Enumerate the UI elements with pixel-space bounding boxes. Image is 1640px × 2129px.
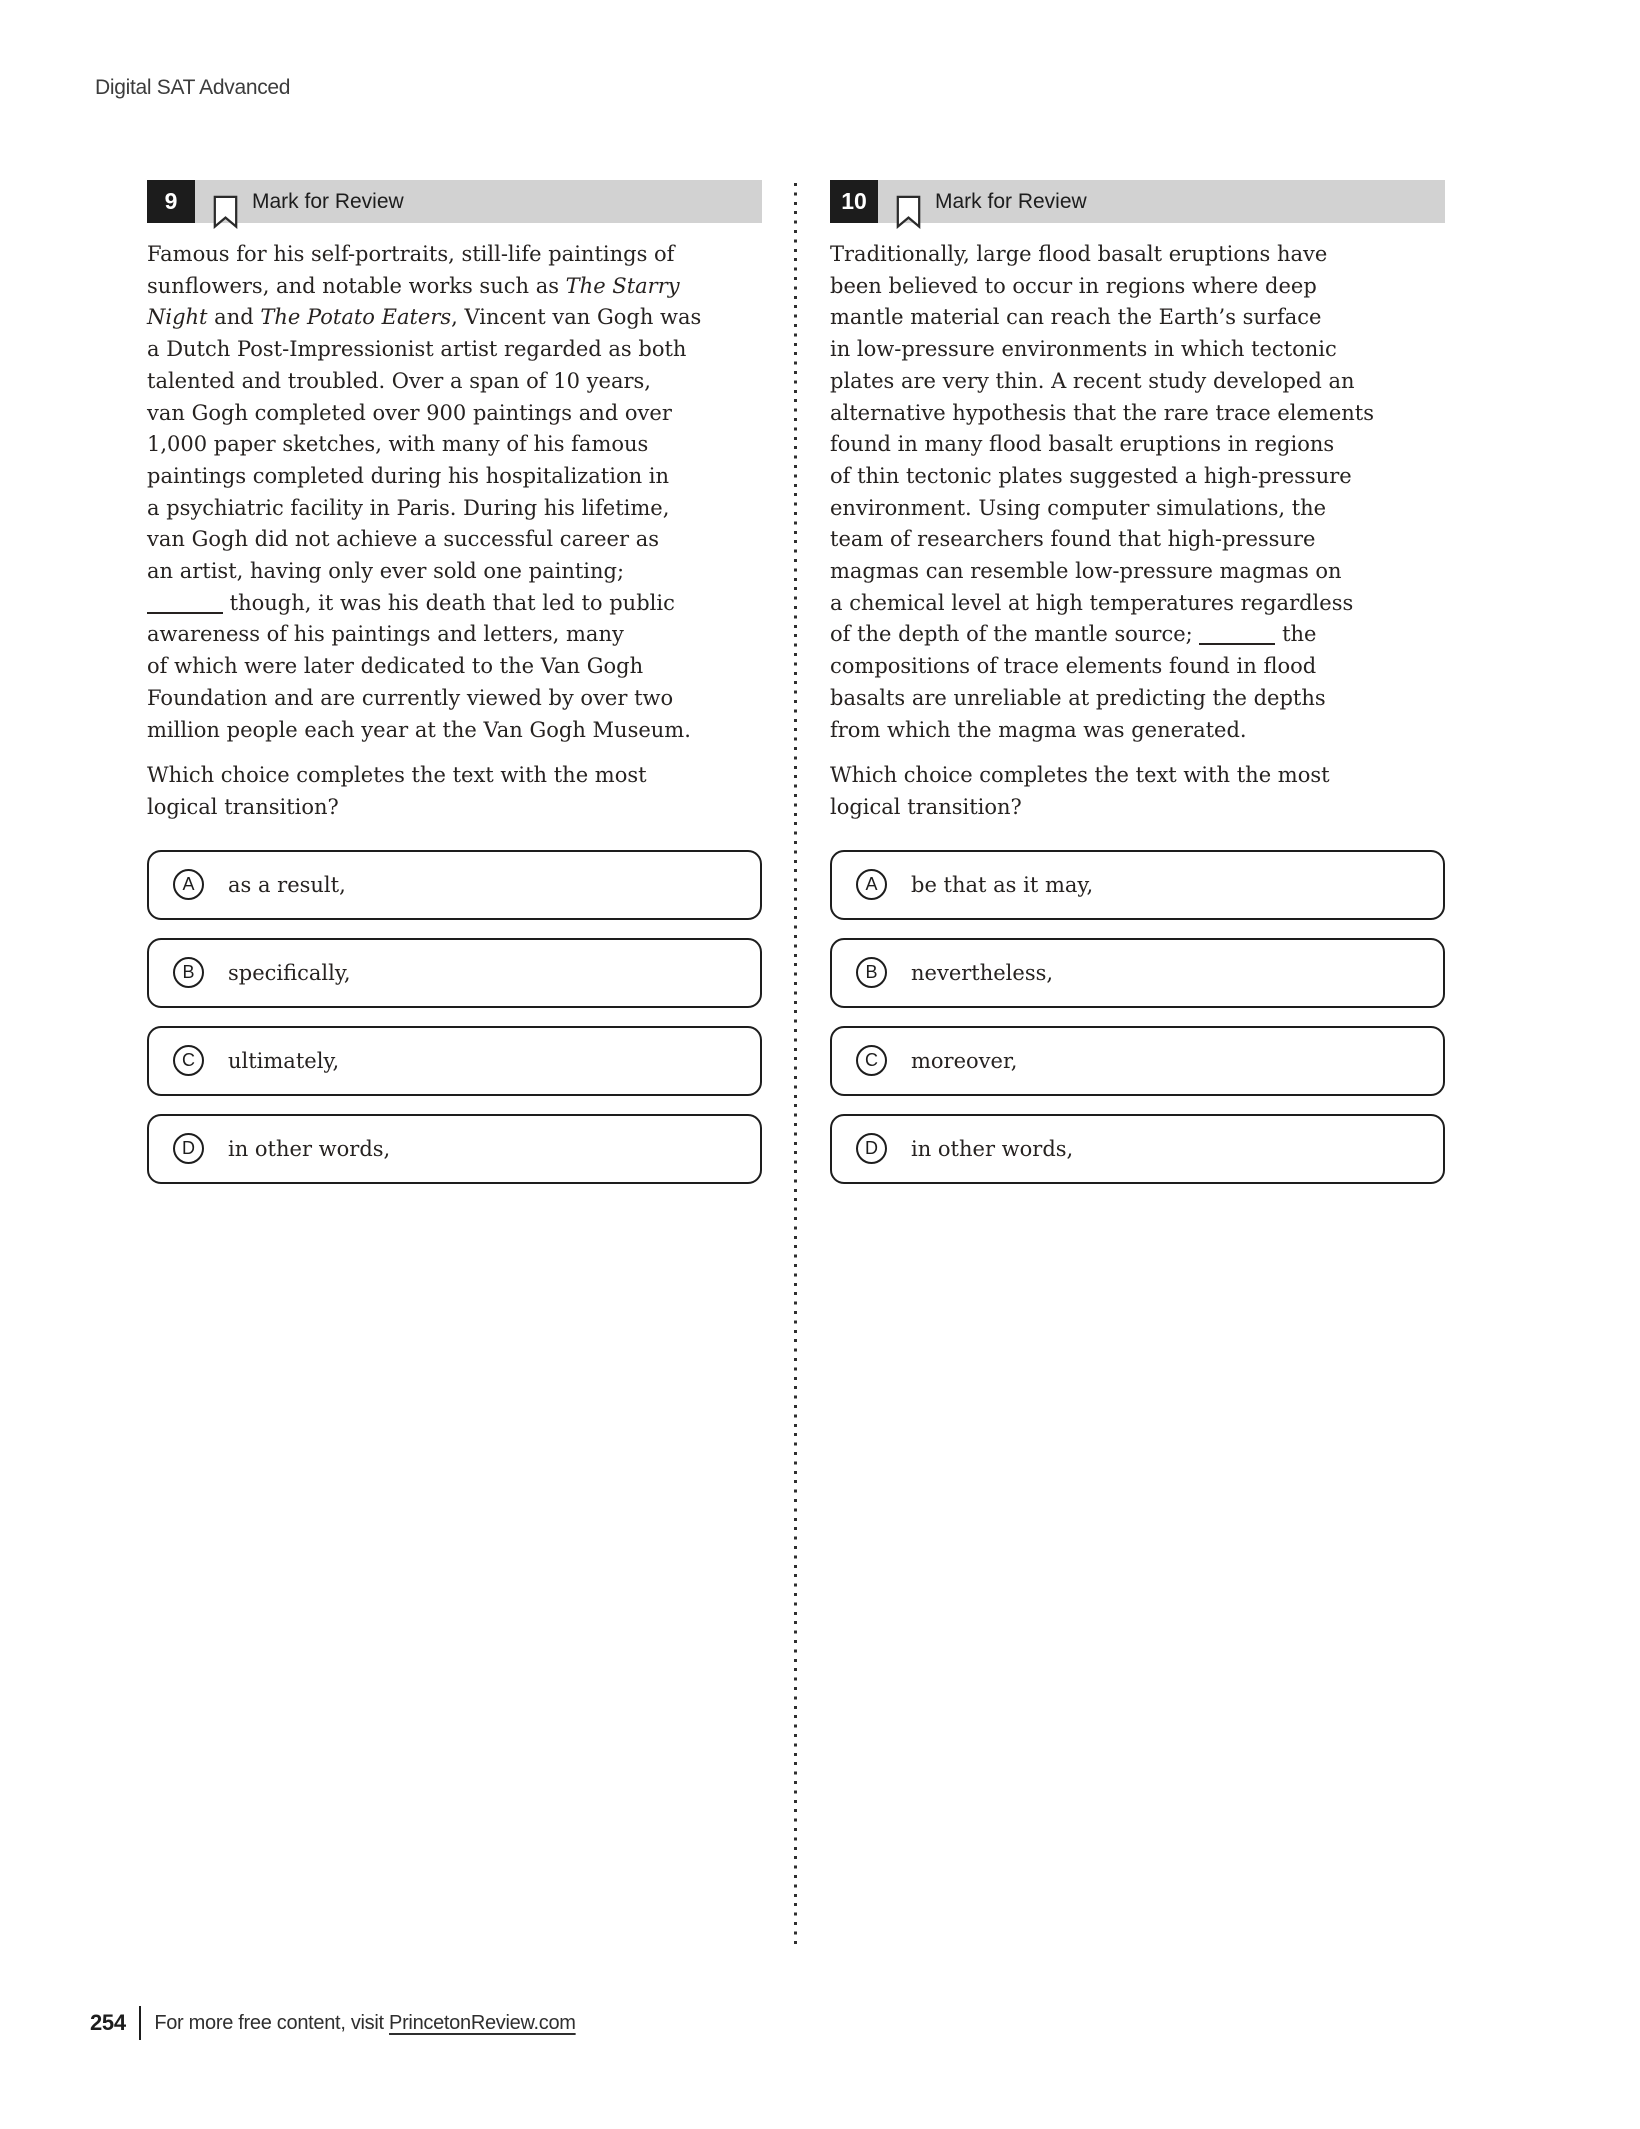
passage-line: van Gogh completed over 900 paintings and over (147, 400, 672, 425)
choice-text: specifically, (228, 960, 351, 985)
passage-line: been believed to occur in regions where deep (830, 273, 1317, 298)
choice-text: moreover, (911, 1048, 1018, 1073)
passage-line: environment. Using computer simulations, the (830, 495, 1327, 520)
choice-c-question-10[interactable] (830, 1026, 1445, 1096)
passage-text (830, 239, 1445, 746)
passage-line: awareness of his paintings and letters, many (147, 622, 624, 647)
choice-text: be that as it may, (911, 872, 1094, 897)
question-prompt (830, 760, 1445, 823)
mark-for-review-button[interactable] (195, 180, 404, 223)
answer-choices (830, 850, 1445, 1184)
choice-b-question-9[interactable] (147, 938, 762, 1008)
mark-for-review-button[interactable] (878, 180, 1087, 223)
choice-letter-badge: A (173, 869, 204, 900)
mark-for-review-label: Mark for Review (935, 189, 1087, 213)
passage-line: from which the magma was generated. (830, 717, 1247, 742)
choice-letter-badge: B (856, 957, 887, 988)
choice-letter-badge: A (856, 869, 887, 900)
choice-text: in other words, (911, 1136, 1074, 1161)
passage-line: mantle material can reach the Earth’s surface (830, 305, 1322, 330)
footer-divider (139, 2006, 142, 2040)
choice-b-question-10[interactable] (830, 938, 1445, 1008)
choice-text: ultimately, (228, 1048, 340, 1073)
prompt-line: logical transition? (147, 794, 339, 819)
passage-line: a chemical level at high temperatures regardless (830, 590, 1354, 615)
passage-line: talented and troubled. Over a span of 10 years, (147, 368, 651, 393)
question-number-badge: 9 (147, 180, 195, 223)
choice-a-question-9[interactable] (147, 850, 762, 920)
passage-line: sunflowers, and notable works such as The Starry (147, 273, 680, 298)
choice-d-question-10[interactable] (830, 1114, 1445, 1184)
passage-line: compositions of trace elements found in flood (830, 654, 1317, 679)
choice-letter-badge: C (856, 1045, 887, 1076)
choice-text: in other words, (228, 1136, 391, 1161)
page-number: 254 (90, 2010, 126, 2035)
choice-letter-badge: D (173, 1133, 204, 1164)
column-divider (794, 183, 797, 1945)
choice-letter-badge: B (173, 957, 204, 988)
passage-line: magmas can resemble low-pressure magmas on (830, 559, 1342, 584)
question-9-header-bar (147, 180, 762, 223)
passage-line: Night and The Potato Eaters, Vincent van Gogh was (147, 305, 702, 330)
passage-line: Traditionally, large flood basalt eruptions have (830, 242, 1328, 266)
passage-line: van Gogh did not achieve a successful career as (147, 527, 659, 552)
choice-text: nevertheless, (911, 960, 1054, 985)
question-prompt (147, 760, 762, 823)
passage-line: of the depth of the mantle source; the (830, 622, 1317, 647)
choice-letter-badge: C (173, 1045, 204, 1076)
choice-d-question-9[interactable] (147, 1114, 762, 1184)
passage-line: Foundation and are currently viewed by over two (147, 685, 674, 710)
choice-c-question-9[interactable] (147, 1026, 762, 1096)
answer-choices (147, 850, 762, 1184)
footer-link[interactable]: PrincetonReview.com (389, 2011, 576, 2034)
passage-line: million people each year at the Van Gogh Museum. (147, 717, 691, 742)
passage-line: of thin tectonic plates suggested a high-pressure (830, 463, 1352, 488)
passage-line: plates are very thin. A recent study developed an (830, 368, 1355, 393)
bookmark-icon (895, 195, 922, 229)
question-number-badge: 10 (830, 180, 878, 223)
passage-line: paintings completed during his hospitalization in (147, 463, 670, 488)
passage-line: a psychiatric facility in Paris. During his lifetime, (147, 495, 670, 520)
passage-line: alternative hypothesis that the rare trace elements (830, 400, 1375, 425)
passage-line: found in many flood basalt eruptions in regions (830, 432, 1335, 457)
passage-line: in low-pressure environments in which tectonic (830, 337, 1337, 362)
bookmark-icon (212, 195, 239, 229)
passage-line: a Dutch Post-Impressionist artist regarded as both (147, 337, 687, 362)
passage-line: basalts are unreliable at predicting the depths (830, 685, 1326, 710)
choice-text: as a result, (228, 872, 346, 897)
prompt-line: Which choice completes the text with the most (830, 763, 1330, 788)
footer-text: For more free content, visit PrincetonReview.com (154, 2011, 576, 2034)
passage-line: 1,000 paper sketches, with many of his famous (147, 432, 649, 457)
passage-text (147, 239, 762, 746)
page-header-title: Digital SAT Advanced (95, 76, 291, 99)
question-10-column (830, 180, 1445, 1202)
choice-letter-badge: D (856, 1133, 887, 1164)
page-footer (90, 2006, 576, 2040)
passage-line: Famous for his self-portraits, still-life paintings of (147, 242, 675, 266)
mark-for-review-label: Mark for Review (252, 189, 404, 213)
question-9-column (147, 180, 762, 1202)
passage-line: of which were later dedicated to the Van Gogh (147, 654, 644, 679)
fill-in-blank-line (1199, 643, 1275, 645)
passage-line: though, it was his death that led to public (147, 588, 762, 620)
choice-a-question-10[interactable] (830, 850, 1445, 920)
fill-in-blank-line (147, 612, 223, 614)
passage-line: an artist, having only ever sold one painting; (147, 559, 625, 584)
prompt-line: Which choice completes the text with the most (147, 763, 647, 788)
prompt-line: logical transition? (830, 794, 1022, 819)
passage-line: team of researchers found that high-pressure (830, 527, 1316, 552)
question-10-header-bar (830, 180, 1445, 223)
